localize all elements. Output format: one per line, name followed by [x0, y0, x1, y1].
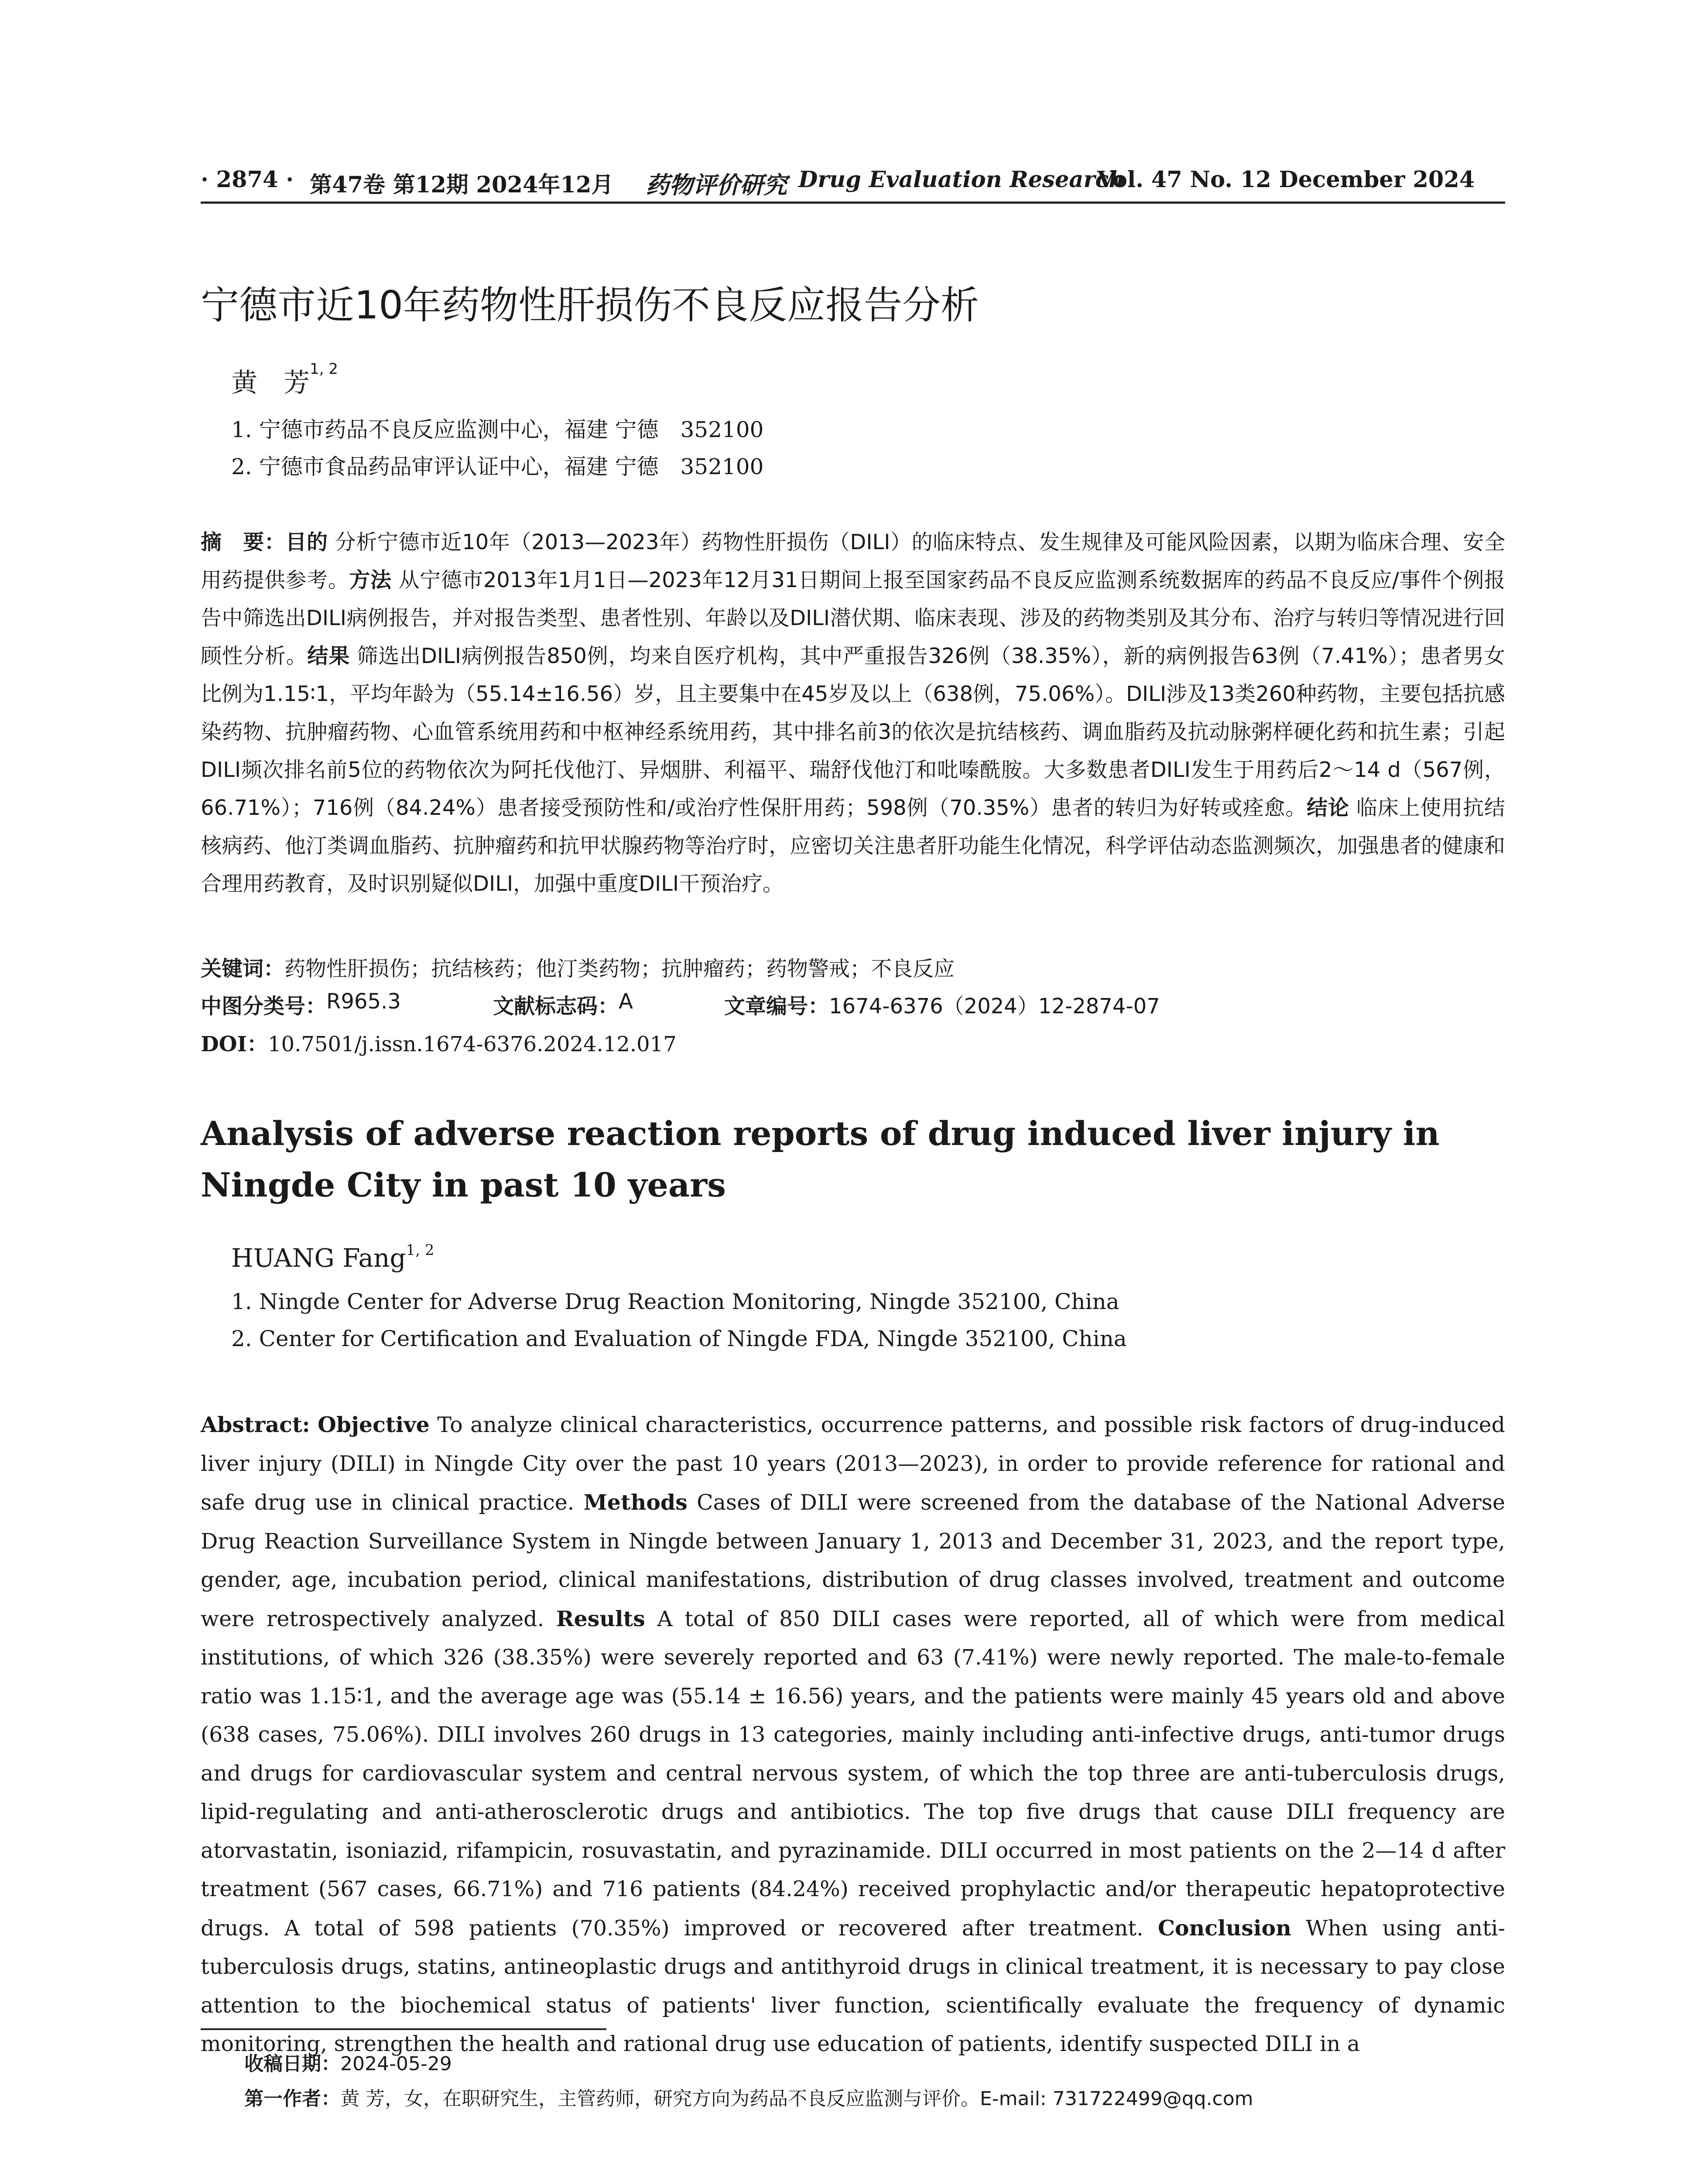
first-author-note	[244, 2083, 1253, 2111]
first-author-value: 黄 芳，女，在职研究生，主管药师，研究方向为药品不良反应监测与评价。E-mail: 731722499@qq.com	[340, 2088, 1253, 2110]
author-affiliation-marks-en: 1, 2	[406, 1241, 435, 1259]
affiliation-cn-2: 2. 宁德市食品药品审评认证中心，福建 宁德 352100	[231, 454, 764, 479]
abstract-en	[201, 1405, 1505, 2064]
author-affiliation-marks: 1, 2	[310, 360, 338, 378]
classification-line	[201, 989, 1505, 1020]
objective-label-en: Objective	[318, 1412, 430, 1437]
keywords-cn	[201, 952, 955, 982]
author-en	[231, 1243, 434, 1273]
doi-label: DOI：	[201, 1032, 268, 1056]
objective-text-en: To analyze clinical characteristics, occurrence patterns, and possible risk factors of drug-induced liver injury (DILI) in Ningde City over the past 10 years (2013—2023), in order to provide reference for rational and safe drug use in clinical practice.	[201, 1412, 1506, 1515]
author-cn	[231, 362, 338, 400]
article-no-value: 1674-6376（2024）12-2874-07	[829, 994, 1160, 1019]
abstract-label-en: Abstract:	[201, 1412, 310, 1437]
results-label-en: Results	[556, 1606, 645, 1631]
clc-field	[201, 989, 401, 1019]
affiliation-cn-1: 1. 宁德市药品不良反应监测中心，福建 宁德 352100	[231, 417, 764, 442]
results-text-cn: 筛选出DILI病例报告850例，均来自医疗机构，其中严重报告326例（38.35%），新的病例报告63例（7.41%）；患者男女比例为1.15∶1，平均年龄为（55.14±16.56）岁，且主要集中在45岁及以上（638例，75.06%）。DILI涉及13类260种药物，主要包括抗感染药物、抗肿瘤药物、心血管系统用药和中枢神经系统用药，其中排名前3的依次是抗结核药、调血脂药及抗动脉粥样硬化药和抗生素；引起DILI频次排名前5位的药物依次为阿托伐他汀、异烟肼、利福平、瑞舒伐他汀和吡嗪酰胺。大多数患者DILI发生于用药后2～14 d（567例，66.71%）；716例（84.24%）患者接受预防性和/或治疗性保肝用药；598例（70.35%）患者的转归为好转或痊愈。	[201, 644, 1505, 820]
objective-label-cn: 目的	[285, 530, 328, 554]
doi-value: 10.7501/j.issn.1674-6376.2024.12.017	[267, 1032, 677, 1056]
doc-code-label: 文献标志码：	[493, 994, 619, 1019]
doc-code-value: A	[619, 989, 633, 1014]
clc-value: R965.3	[326, 989, 401, 1014]
results-label-cn: 结果	[307, 644, 350, 668]
issue-en: Vol. 47 No. 12 December 2024	[1097, 167, 1475, 193]
affiliation-en-2: 2. Center for Certification and Evaluation of Ningde FDA, Ningde 352100, China	[231, 1326, 1127, 1351]
footnote-rule	[201, 2028, 606, 2030]
article-title-cn: 宁德市近10年药物性肝损伤不良反应报告分析	[201, 283, 979, 328]
doc-code-field	[493, 989, 633, 1019]
article-no-field	[724, 989, 1160, 1019]
conclusion-label-en: Conclusion	[1157, 1915, 1291, 1941]
methods-text-en: Cases of DILI were screened from the database of the National Adverse Drug Reaction Surveillance System in Ningde between January 1, 2013 and December 31, 2023, and the report type, gender, age, incubation period, clinical manifestations, distribution of drug classes involved, treatment and outcome were retrospectively analyzed.	[201, 1490, 1505, 1631]
article-title-en: Analysis of adverse reaction reports of drug induced liver injury in Ningde City in past 10 years	[201, 1114, 1440, 1204]
results-text-en: A total of 850 DILI cases were reported, all of which were from medical institutions, of which 326 (38.35%) were severely reported and 63 (7.41%) were newly reported. The male-to-female ratio was 1.15∶1, and the average age was (55.14 ± 16.56) years, and the patients were mainly 45 years old and above (638 cases, 75.06%). DILI involves 260 drugs in 13 categories, mainly including anti-infective drugs, anti-tumor drugs and drugs for cardiovascular system and central nervous system, of which the top three are anti-tuberculosis drugs, lipid-regulating and anti-atherosclerotic drugs and antibiotics. The top five drugs that cause DILI frequency are atorvastatin, isoniazid, rifampicin, rosuvastatin, and pyrazinamide. DILI occurred in most patients on the 2—14 d after treatment (567 cases, 66.71%) and 716 patients (84.24%) received prophylactic and/or therapeutic hepatoprotective drugs. A total of 598 patients (70.35%) improved or recovered after treatment.	[201, 1606, 1505, 1941]
affiliation-en-1: 1. Ningde Center for Adverse Drug Reaction Monitoring, Ningde 352100, China	[231, 1289, 1119, 1314]
running-header	[201, 167, 1505, 202]
journal-name-cn: 药物评价研究	[646, 171, 787, 199]
methods-label-cn: 方法	[349, 568, 392, 592]
conclusion-text-cn: 临床上使用抗结核病药、他汀类调血脂药、抗肿瘤药和抗甲状腺药物等治疗时，应密切关注患者肝功能生化情况，科学评估动态监测频次，加强患者的健康和合理用药教育，及时识别疑似DILI，加强中重度DILI干预治疗。	[201, 796, 1505, 896]
methods-text-cn: 从宁德市2013年1月1日—2023年12月31日期间上报至国家药品不良反应监测系统数据库的药品不良反应/事件个例报告中筛选出DILI病例报告，并对报告类型、患者性别、年龄以及DILI潜伏期、临床表现、涉及的药物类别及其分布、治疗与转归等情况进行回顾性分析。	[201, 568, 1505, 668]
keywords-label: 关键词：	[201, 957, 285, 981]
doi-line	[201, 1027, 677, 1057]
author-name-en: HUANG Fang	[231, 1243, 406, 1273]
methods-label-en: Methods	[583, 1490, 688, 1515]
received-label: 收稿日期：	[244, 2053, 340, 2075]
issue-cn: 第47卷 第12期 2024年12月	[310, 172, 614, 198]
page-number: · 2874 ·	[201, 167, 294, 193]
journal-name-en: Drug Evaluation Research	[798, 167, 1125, 193]
header-rule	[201, 202, 1505, 204]
abstract-label-cn: 摘 要：	[201, 530, 286, 554]
author-name-cn: 黄 芳	[231, 368, 310, 398]
conclusion-text-en: When using anti-tuberculosis drugs, statins, antineoplastic drugs and antithyroid drugs in clinical treatment, it is necessary to pay close attention to the biochemical status of patients' liver function, scientifically evaluate the frequency of dynamic monitoring, strengthen the health and rational drug use education of patients, identify suspected DILI in a	[201, 1915, 1506, 2056]
received-value: 2024-05-29	[340, 2053, 452, 2075]
received-date	[244, 2048, 452, 2076]
abstract-cn	[201, 523, 1505, 903]
keywords-text: 药物性肝损伤；抗结核药；他汀类药物；抗肿瘤药；药物警戒；不良反应	[284, 957, 955, 981]
article-no-label: 文章编号：	[724, 994, 829, 1019]
objective-text-cn: 分析宁德市近10年（2013—2023年）药物性肝损伤（DILI）的临床特点、发生规律及可能风险因素，以期为临床合理、安全用药提供参考。	[201, 530, 1505, 592]
clc-label: 中图分类号：	[201, 994, 327, 1019]
first-author-label: 第一作者：	[244, 2088, 340, 2110]
conclusion-label-cn: 结论	[1307, 796, 1349, 820]
